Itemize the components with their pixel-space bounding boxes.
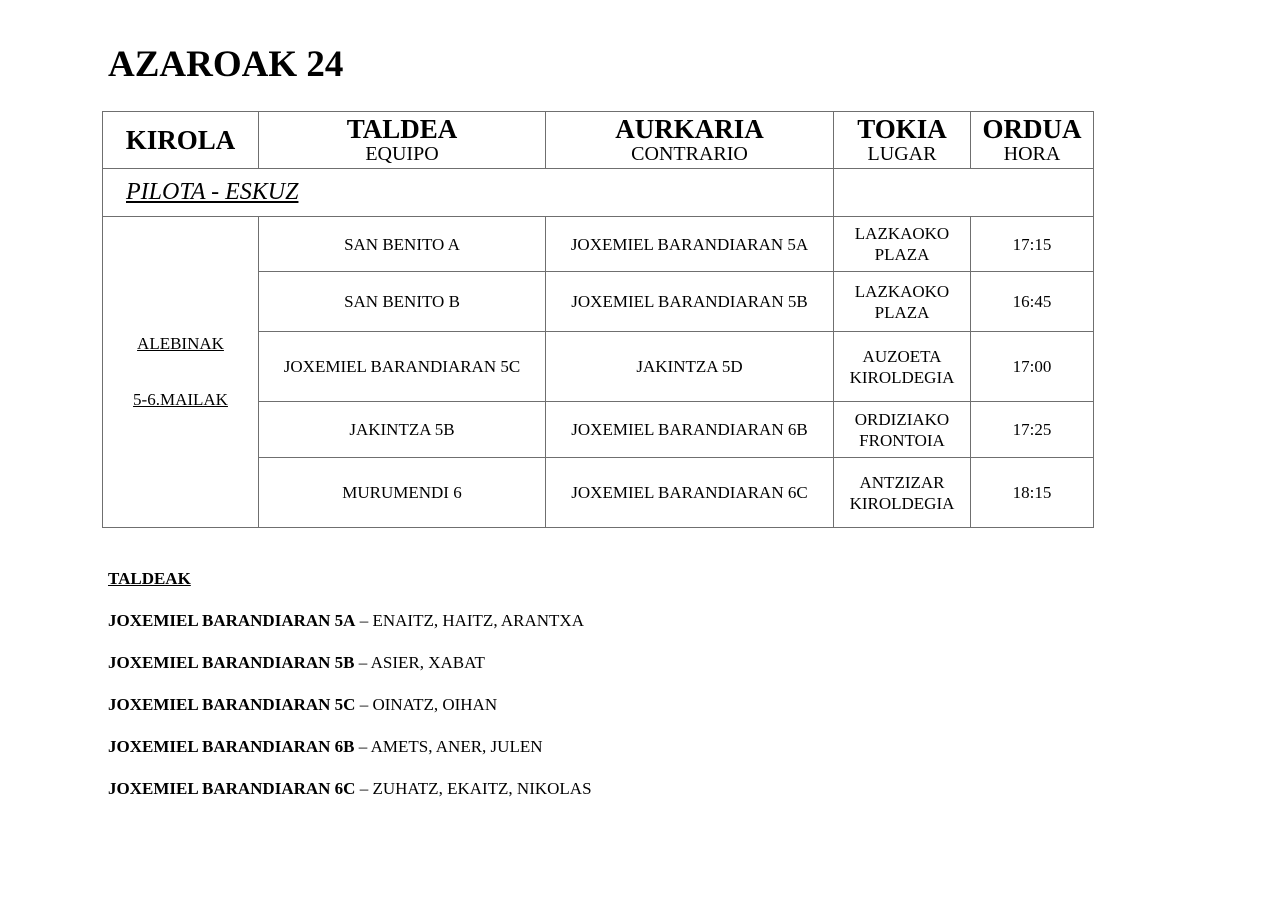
team-line: [108, 694, 592, 716]
aurkaria-cell: JAKINTZA 5D: [546, 332, 834, 402]
team-members: – OINATZ, OIHAN: [355, 695, 498, 714]
tokia-line-1: LAZKAOKO: [854, 224, 950, 243]
team-members: – ASIER, XABAT: [354, 653, 485, 672]
tokia-line-1: LAZKAOKO: [854, 281, 950, 301]
team-name: JOXEMIEL BARANDIARAN 6C: [108, 779, 356, 798]
aurkaria-cell: JOXEMIEL BARANDIARAN 5B: [546, 272, 834, 332]
team-name: JOXEMIEL BARANDIARAN 5C: [108, 695, 356, 714]
header-taldea: [259, 112, 546, 169]
team-name: JOXEMIEL BARANDIARAN 5B: [108, 653, 355, 672]
team-line: [108, 778, 592, 800]
section-empty-cell: [834, 169, 1094, 217]
ordua-cell: 17:25: [971, 402, 1094, 458]
ordua-cell: 18:15: [971, 458, 1094, 528]
teams-section: [108, 568, 592, 820]
taldea-cell: JOXEMIEL BARANDIARAN 5C: [259, 332, 546, 402]
team-line: [108, 652, 592, 674]
header-row: [103, 112, 1094, 169]
schedule-table: [102, 111, 1094, 528]
tokia-line-1: ANTZIZAR: [859, 472, 945, 492]
taldea-cell: JAKINTZA 5B: [259, 402, 546, 458]
aurkaria-cell: JOXEMIEL BARANDIARAN 6C: [546, 458, 834, 528]
taldea-cell: MURUMENDI 6: [259, 458, 546, 528]
header-tokia-sub: LUGAR: [867, 143, 937, 165]
team-line: [108, 736, 592, 758]
teams-heading: TALDEAK: [108, 569, 191, 588]
tokia-line-1: AUZOETA: [862, 346, 942, 366]
section-label: PILOTA - ESKUZ: [103, 169, 834, 217]
table-row: [103, 217, 1094, 272]
category-line-2: 5-6.MAILAK: [133, 390, 228, 409]
team-members: – ENAITZ, HAITZ, ARANTXA: [355, 611, 584, 630]
header-ordua-main: ORDUA: [982, 114, 1082, 144]
ordua-cell: 17:00: [971, 332, 1094, 402]
team-members: – ZUHATZ, EKAITZ, NIKOLAS: [355, 779, 592, 798]
taldea-cell: SAN BENITO B: [259, 272, 546, 332]
tokia-cell: [834, 272, 971, 332]
header-tokia: [834, 112, 971, 169]
header-ordua: [971, 112, 1094, 169]
ordua-cell: 17:15: [971, 217, 1094, 272]
header-taldea-main: TALDEA: [346, 114, 458, 144]
tokia-cell: [834, 458, 971, 528]
page-title: AZAROAK 24: [108, 44, 344, 85]
header-aurkaria: [546, 112, 834, 169]
tokia-line-2: KIROLDEGIA: [849, 367, 955, 387]
tokia-cell: [834, 332, 971, 402]
tokia-cell: [834, 217, 971, 272]
tokia-line-2: PLAZA: [874, 302, 930, 322]
tokia-line-2: FRONTOIA: [859, 430, 945, 450]
ordua-cell: 16:45: [971, 272, 1094, 332]
team-name: JOXEMIEL BARANDIARAN 6B: [108, 737, 355, 756]
aurkaria-cell: JOXEMIEL BARANDIARAN 6B: [546, 402, 834, 458]
header-aurkaria-main: AURKARIA: [615, 114, 764, 144]
tokia-line-2: PLAZA: [874, 245, 930, 264]
team-line: [108, 610, 592, 632]
aurkaria-cell: JOXEMIEL BARANDIARAN 5A: [546, 217, 834, 272]
team-members: – AMETS, ANER, JULEN: [354, 737, 543, 756]
header-ordua-sub: HORA: [1003, 143, 1061, 165]
header-tokia-main: TOKIA: [857, 114, 947, 144]
tokia-line-2: KIROLDEGIA: [849, 493, 955, 513]
header-aurkaria-sub: CONTRARIO: [631, 143, 748, 165]
team-name: JOXEMIEL BARANDIARAN 5A: [108, 611, 356, 630]
header-taldea-sub: EQUIPO: [365, 143, 439, 165]
category-line-1: ALEBINAK: [137, 334, 224, 353]
tokia-cell: [834, 402, 971, 458]
header-kirola: KIROLA: [103, 112, 259, 169]
category-cell: [103, 217, 259, 528]
section-row: [103, 169, 1094, 217]
tokia-line-1: ORDIZIAKO: [854, 409, 950, 429]
taldea-cell: SAN BENITO A: [259, 217, 546, 272]
